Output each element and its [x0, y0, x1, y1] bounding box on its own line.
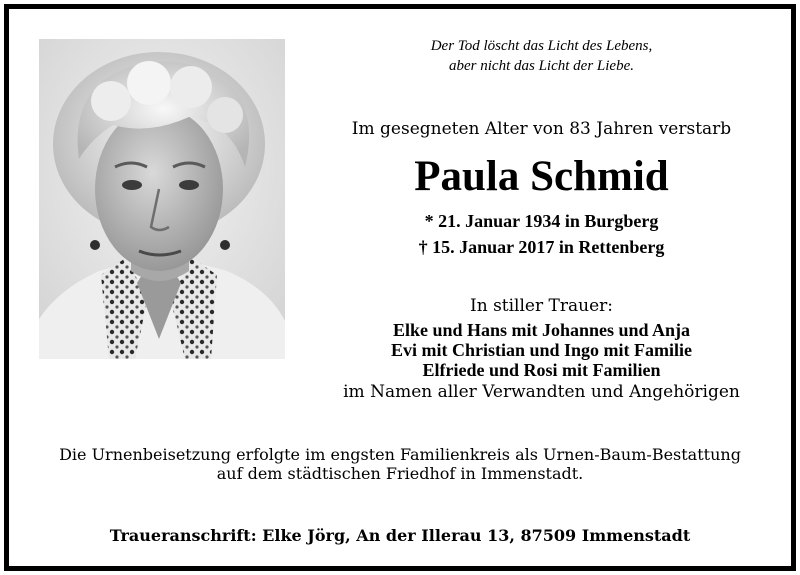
deceased-name: Paula Schmid	[414, 153, 669, 200]
obituary-notice	[4, 4, 796, 571]
mourning-address: Traueranschrift: Elke Jörg, An der Illerau 13, 87509 Immenstadt	[109, 526, 691, 545]
mourning-heading: In stiller Trauer:	[470, 296, 613, 316]
motto-line-1: Der Tod löscht das Licht des Lebens,	[430, 38, 653, 54]
burial-line-2: auf dem städtischen Friedhof in Immenstadt.	[216, 464, 584, 483]
intro-text: Im gesegneten Alter von 83 Jahren verstarb	[351, 119, 732, 139]
birth-date: * 21. Januar 1934 in Burgberg	[424, 211, 659, 231]
portrait-photo	[39, 39, 285, 359]
motto-line-2: aber nicht das Licht der Liebe.	[449, 58, 634, 74]
portrait-illustration	[39, 39, 285, 359]
burial-line-1: Die Urnenbeisetzung erfolgte im engsten Familienkreis als Urnen-Baum-Bestattung	[59, 445, 741, 464]
death-date: † 15. Januar 2017 in Rettenberg	[418, 237, 665, 257]
burial-notice	[29, 445, 771, 483]
motto-quote	[339, 36, 744, 76]
mourner-line: Elke und Hans mit Johannes und Anja	[392, 320, 691, 340]
mourners-list	[319, 320, 764, 380]
life-dates	[339, 208, 744, 260]
mourner-line: Elfriede und Rosi mit Familien	[422, 360, 661, 380]
mourner-line: Evi mit Christian und Ingo mit Familie	[390, 340, 693, 360]
relatives-line: im Namen aller Verwandten und Angehörigen	[343, 382, 740, 402]
